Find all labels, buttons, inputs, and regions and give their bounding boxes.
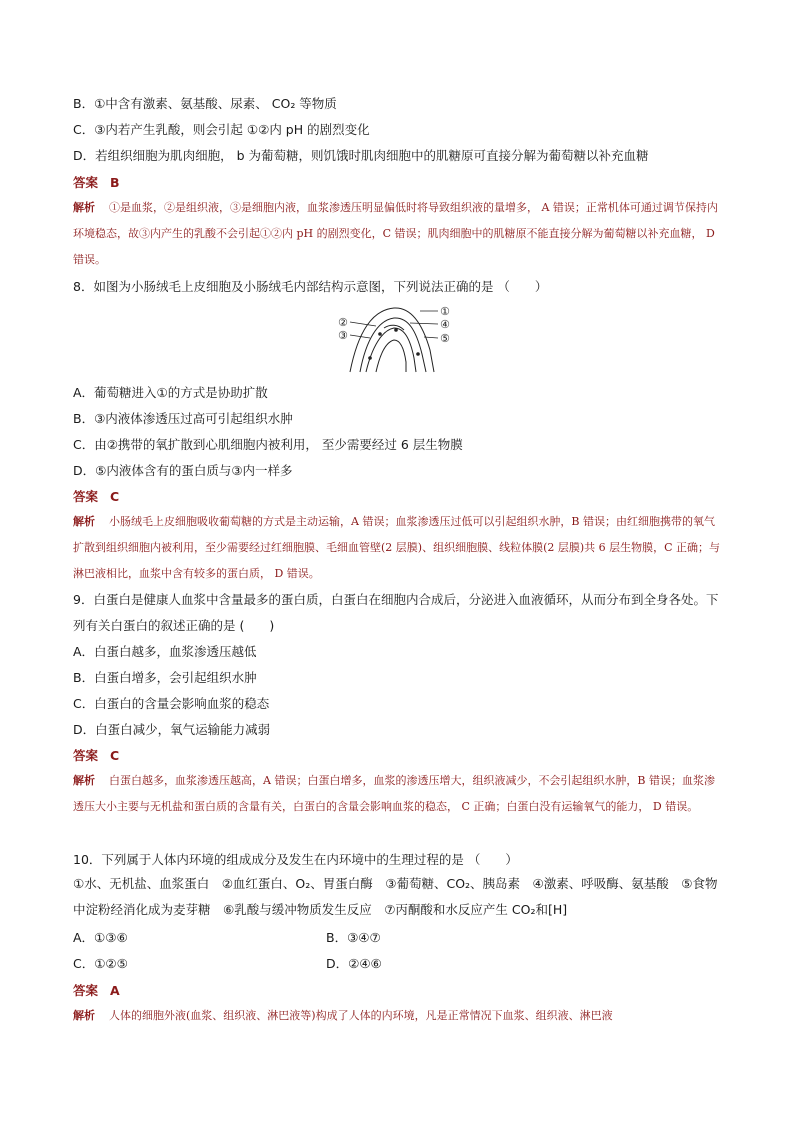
diagram-label-5: ⑤ bbox=[440, 332, 450, 345]
answer-value: B bbox=[110, 175, 120, 190]
q10-answer bbox=[73, 983, 120, 999]
diagram-label-2: ② bbox=[338, 316, 348, 329]
diagram-label-1: ① bbox=[440, 305, 450, 318]
q7-option-c: C．③内若产生乳酸，则会引起 ①②内 pH 的剧烈变化 bbox=[73, 122, 370, 137]
q10-explanation bbox=[73, 1003, 723, 1029]
explanation-text: 人体的细胞外液(血浆、组织液、淋巴液等)构成了人体的内环境，凡是正常情况下血浆、组织液、淋巴液 bbox=[109, 1009, 613, 1022]
explanation-label: 解析 bbox=[73, 515, 95, 528]
explanation-label: 解析 bbox=[73, 201, 95, 214]
q7-explanation bbox=[73, 195, 723, 273]
explanation-text: 小肠绒毛上皮细胞吸收葡萄糖的方式是主动运输，A 错误；血浆渗透压过低可以引起组织水肿，B 错误；由红细胞携带的氧气扩散到组织细胞内被利用，至少需要经过红细胞膜、毛细血管壁(2 层膜)、组织细胞膜、线粒体膜(2 层膜)共 6 层生物膜，C 正确；与淋巴液相比，血浆中含有较多的蛋白质， D 错误。 bbox=[73, 515, 721, 580]
answer-value: C bbox=[110, 748, 120, 763]
q7-option-b: B．①中含有激素、氨基酸、尿素、 CO₂ 等物质 bbox=[73, 96, 337, 111]
q8-option-b: B．③内液体渗透压过高可引起组织水肿 bbox=[73, 411, 293, 426]
q8-answer bbox=[73, 489, 119, 505]
q9-option-a: A．白蛋白越多，血浆渗透压越低 bbox=[73, 644, 257, 659]
q10-option-c: C．①②⑤ bbox=[73, 956, 128, 971]
q10-option-a: A．①③⑥ bbox=[73, 930, 128, 945]
q9-option-b: B．白蛋白增多，会引起组织水肿 bbox=[73, 670, 257, 685]
q10-option-d: D．②④⑥ bbox=[326, 956, 382, 971]
explanation-label: 解析 bbox=[73, 1009, 95, 1022]
explanation-text: 白蛋白越多，血浆渗透压越高，A 错误；白蛋白增多，血浆的渗透压增大，组织液减少，不会引起组织水肿，B 错误；血浆渗透压大小主要与无机盐和蛋白质的含量有关，白蛋白的含量会影响血浆的稳态， C 正确；白蛋白没有运输氧气的能力， D 错误。 bbox=[73, 774, 716, 813]
explanation-text: ①是血浆，②是组织液，③是细胞内液，血浆渗透压明显偏低时将导致组织液的量增多， A 错误；正常机体可通过调节保持内环境稳态，故③内产生的乳酸不会引起①②内 pH 的剧烈变化，C 错误；肌肉细胞中的肌糖原不能直接分解为葡萄糖以补充血糖， D 错误。 bbox=[73, 201, 718, 266]
q7-option-d: D．若组织细胞为肌肉细胞， b 为葡萄糖，则饥饿时肌肉细胞中的肌糖原可直接分解为葡萄糖以补充血糖 bbox=[73, 148, 649, 163]
q8-option-a: A．葡萄糖进入①的方式是协助扩散 bbox=[73, 385, 268, 400]
q9-option-d: D．白蛋白减少，氧气运输能力减弱 bbox=[73, 722, 271, 737]
q10-items: ①水、无机盐、血浆蛋白 ②血红蛋白、O₂、胃蛋白酶 ③葡萄糖、CO₂、胰岛素 ④激素、呼吸酶、氨基酸 ⑤食物中淀粉经消化成为麦芽糖 ⑥乳酸与缓冲物质发生反应 ⑦丙酮酸和水反应产生 CO₂和[H] bbox=[73, 876, 718, 917]
q8-option-d: D．⑤内液体含有的蛋白质与③内一样多 bbox=[73, 463, 293, 478]
answer-value: C bbox=[110, 489, 120, 504]
q8-option-c: C．由②携带的氧扩散到心肌细胞内被利用， 至少需要经过 6 层生物膜 bbox=[73, 437, 463, 452]
q8-stem: 8．如图为小肠绒毛上皮细胞及小肠绒毛内部结构示意图，下列说法正确的是 （ ） bbox=[73, 279, 548, 294]
q9-answer bbox=[73, 748, 119, 764]
q9-option-c: C．白蛋白的含量会影响血浆的稳态 bbox=[73, 696, 270, 711]
answer-label: 答案 bbox=[73, 489, 99, 504]
intestinal-villus-diagram bbox=[336, 302, 460, 374]
q9-stem: 9．白蛋白是健康人血浆中含量最多的蛋白质，白蛋白在细胞内合成后，分泌进入血液循环，从而分布到全身各处。下列有关白蛋白的叙述正确的是 ( ) bbox=[73, 592, 719, 633]
answer-label: 答案 bbox=[73, 175, 99, 190]
answer-value: A bbox=[110, 983, 120, 998]
answer-label: 答案 bbox=[73, 983, 99, 998]
q10-stem: 10．下列属于人体内环境的组成成分及发生在内环境中的生理过程的是 （ ） bbox=[73, 852, 518, 867]
q9-explanation bbox=[73, 768, 723, 820]
diagram-label-4: ④ bbox=[440, 318, 450, 331]
q7-answer bbox=[73, 175, 120, 191]
q8-explanation bbox=[73, 509, 723, 587]
q10-option-b: B．③④⑦ bbox=[326, 930, 381, 945]
explanation-label: 解析 bbox=[73, 774, 95, 787]
diagram-label-3: ③ bbox=[338, 329, 348, 342]
answer-label: 答案 bbox=[73, 748, 99, 763]
